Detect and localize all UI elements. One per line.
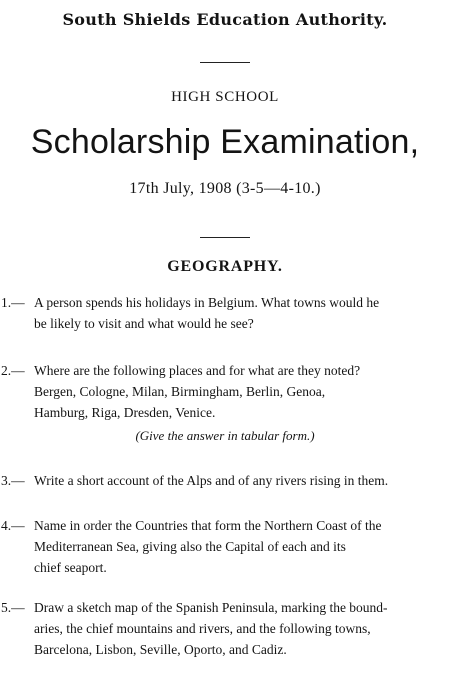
divider-top	[200, 62, 250, 63]
question-line: be likely to visit and what would he see?	[34, 316, 254, 331]
question-line: A person spends his holidays in Belgium. What towns would he	[34, 295, 380, 310]
question-number: 5.—	[1, 600, 25, 615]
question-number: 2.—	[1, 363, 25, 378]
question-line: Where are the following places and for what are they noted?	[34, 363, 361, 378]
question-line: Draw a sketch map of the Spanish Peninsula, marking the bound-	[34, 600, 388, 615]
exam-date: 17th July, 1908 (3-5—4-10.)	[129, 180, 321, 197]
answer-note: (Give the answer in tabular form.)	[135, 428, 315, 443]
question-number: 4.—	[1, 518, 25, 533]
school-heading: HIGH SCHOOL	[171, 89, 279, 105]
question-number: 3.—	[1, 473, 25, 488]
question-line: aries, the chief mountains and rivers, and the following towns,	[34, 621, 371, 636]
exam-title: Scholarship Examination,	[30, 123, 420, 161]
question-line: Write a short account of the Alps and of any rivers rising in them.	[34, 473, 389, 488]
authority-heading: South Shields Education Authority.	[62, 10, 388, 29]
subject-heading: GEOGRAPHY.	[167, 258, 283, 275]
question-number: 1.—	[1, 295, 25, 310]
divider-middle	[200, 237, 250, 238]
question-line: Hamburg, Riga, Dresden, Venice.	[34, 405, 216, 420]
question-line: chief seaport.	[34, 560, 107, 575]
question-line: Mediterranean Sea, giving also the Capital of each and its	[34, 539, 346, 554]
question-line: Bergen, Cologne, Milan, Birmingham, Berlin, Genoa,	[34, 384, 326, 399]
question-line: Name in order the Countries that form the Northern Coast of the	[34, 518, 382, 533]
question-line: Barcelona, Lisbon, Seville, Oporto, and Cadiz.	[34, 642, 287, 657]
